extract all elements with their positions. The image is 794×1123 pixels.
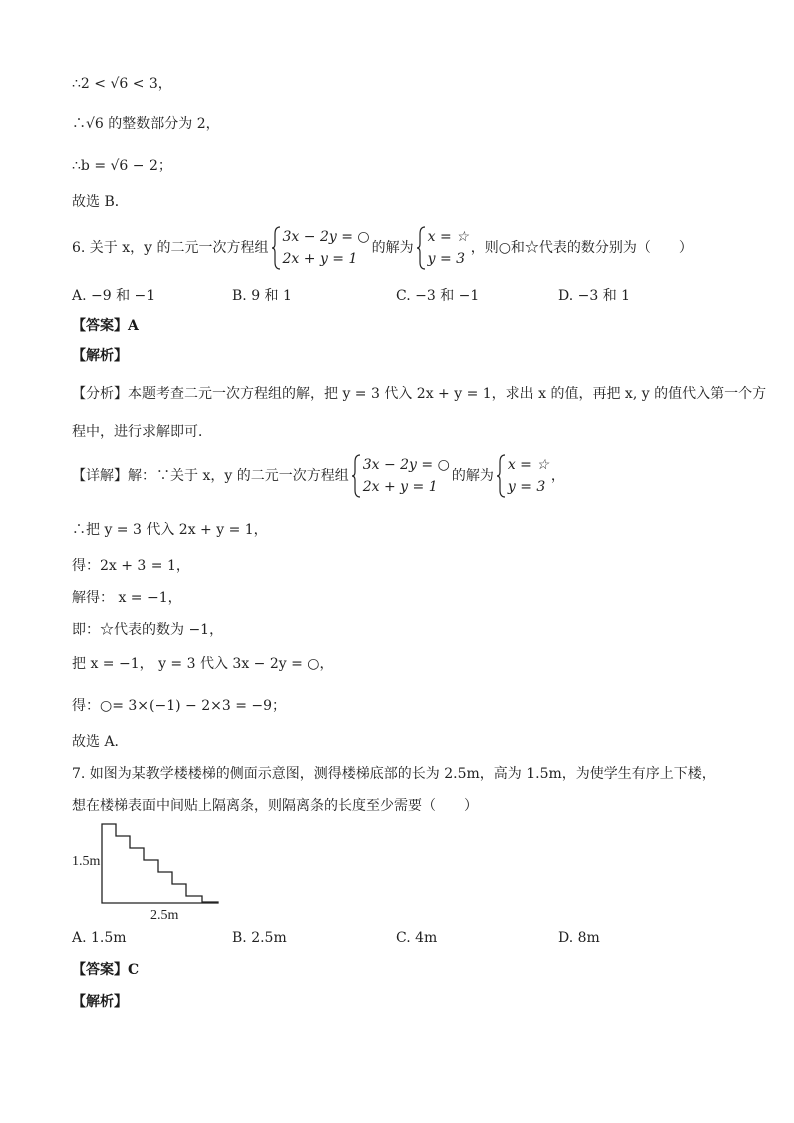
q6-step7: 故选 A． (72, 734, 129, 750)
q7-option-c: C. 4m (396, 930, 438, 946)
q6-fenxi-line2: 程中，进行求解即可． (72, 424, 212, 440)
q7-stem-line2: 想在楼梯表面中间贴上隔离条，则隔离条的长度至少需要（ ） (72, 798, 478, 814)
q6-option-a: A. −9 和 −1 (72, 288, 156, 304)
q6-xiangjie-sol1: x = ☆ (507, 457, 549, 473)
figure-height-label: 1.5m (72, 854, 101, 869)
q7-answer: 【答案】C (72, 962, 140, 978)
q6-option-d: D. −3 和 1 (558, 288, 631, 304)
q6-xiangjie-solution-system (496, 454, 549, 498)
line-choose-b: 故选 B． (72, 194, 129, 210)
q7-stem-line1: 7. 如图为某教学楼楼梯的侧面示意图，测得楼梯底部的长为 2.5m，高为 1.5m，为使学生有序上下楼， (72, 766, 716, 782)
q7-option-a: A. 1.5m (72, 930, 127, 946)
q6-eq1: 3x − 2y = ○ (282, 229, 370, 245)
q6-xiangjie-equation-system (351, 454, 450, 498)
q6-xiangjie-prefix: 【详解】解：∵关于 x，y 的二元一次方程组 (72, 468, 349, 484)
left-brace-icon (496, 454, 506, 498)
q6-sol1: x = ☆ (427, 229, 469, 245)
line-integer-part: ∴√6 的整数部分为 2， (72, 116, 220, 132)
q6-answer: 【答案】A (72, 318, 139, 334)
q6-step6: 得：○= 3×(−1) − 2×3 = −9； (72, 698, 287, 714)
q7-option-b: B. 2.5m (232, 930, 287, 946)
q6-analysis-label: 【解析】 (72, 348, 128, 364)
q6-xiangjie-eq2: 2x + y = 1 (362, 479, 438, 495)
figure-base-label: 2.5m (150, 908, 179, 923)
q6-step2: 得：2x + 3 = 1， (72, 558, 190, 574)
staircase-figure (68, 820, 228, 924)
left-brace-icon (351, 454, 361, 498)
q6-fenxi-line1: 【分析】本题考查二元一次方程组的解，把 y = 3 代入 2x + y = 1，求出 x 的值，再把 x, y 的值代入第一个方 (72, 386, 767, 402)
q6-prefix: 6. 关于 x，y 的二元一次方程组 (72, 240, 269, 256)
left-brace-icon (416, 226, 426, 270)
q6-xiangjie-eq1: 3x − 2y = ○ (362, 457, 450, 473)
q6-eq2: 2x + y = 1 (282, 251, 358, 267)
q6-step5: 把 x = −1， y = 3 代入 3x − 2y = ○， (72, 656, 334, 672)
q6-sol2: y = 3 (427, 251, 466, 267)
q6-step3: 解得： x = −1， (72, 590, 182, 606)
q6-xiangjie-sol2: y = 3 (507, 479, 546, 495)
q7-analysis-label: 【解析】 (72, 994, 128, 1010)
q6-option-b: B. 9 和 1 (232, 288, 292, 304)
q6-equation-system (271, 226, 370, 270)
question-6-stem (72, 226, 693, 270)
q6-step4: 即：☆代表的数为 −1， (72, 622, 224, 638)
staircase-outline (102, 824, 218, 903)
q6-xiangjie-suffix: ， (550, 468, 565, 484)
q6-xiangjie (72, 454, 565, 498)
q6-suffix: ，则○和☆代表的数分别为（ ） (470, 240, 693, 256)
q7-option-d: D. 8m (558, 930, 600, 946)
q6-solution-system (416, 226, 469, 270)
q6-option-c: C. −3 和 −1 (396, 288, 480, 304)
left-brace-icon (271, 226, 281, 270)
q6-xiangjie-mid: 的解为 (451, 468, 494, 484)
line-b-value: ∴b = √6 − 2； (72, 158, 172, 174)
q6-step1: ∴把 y = 3 代入 2x + y = 1， (72, 522, 268, 538)
q6-mid: 的解为 (371, 240, 414, 256)
line-inequality: ∴2 < √6 < 3， (72, 76, 172, 92)
